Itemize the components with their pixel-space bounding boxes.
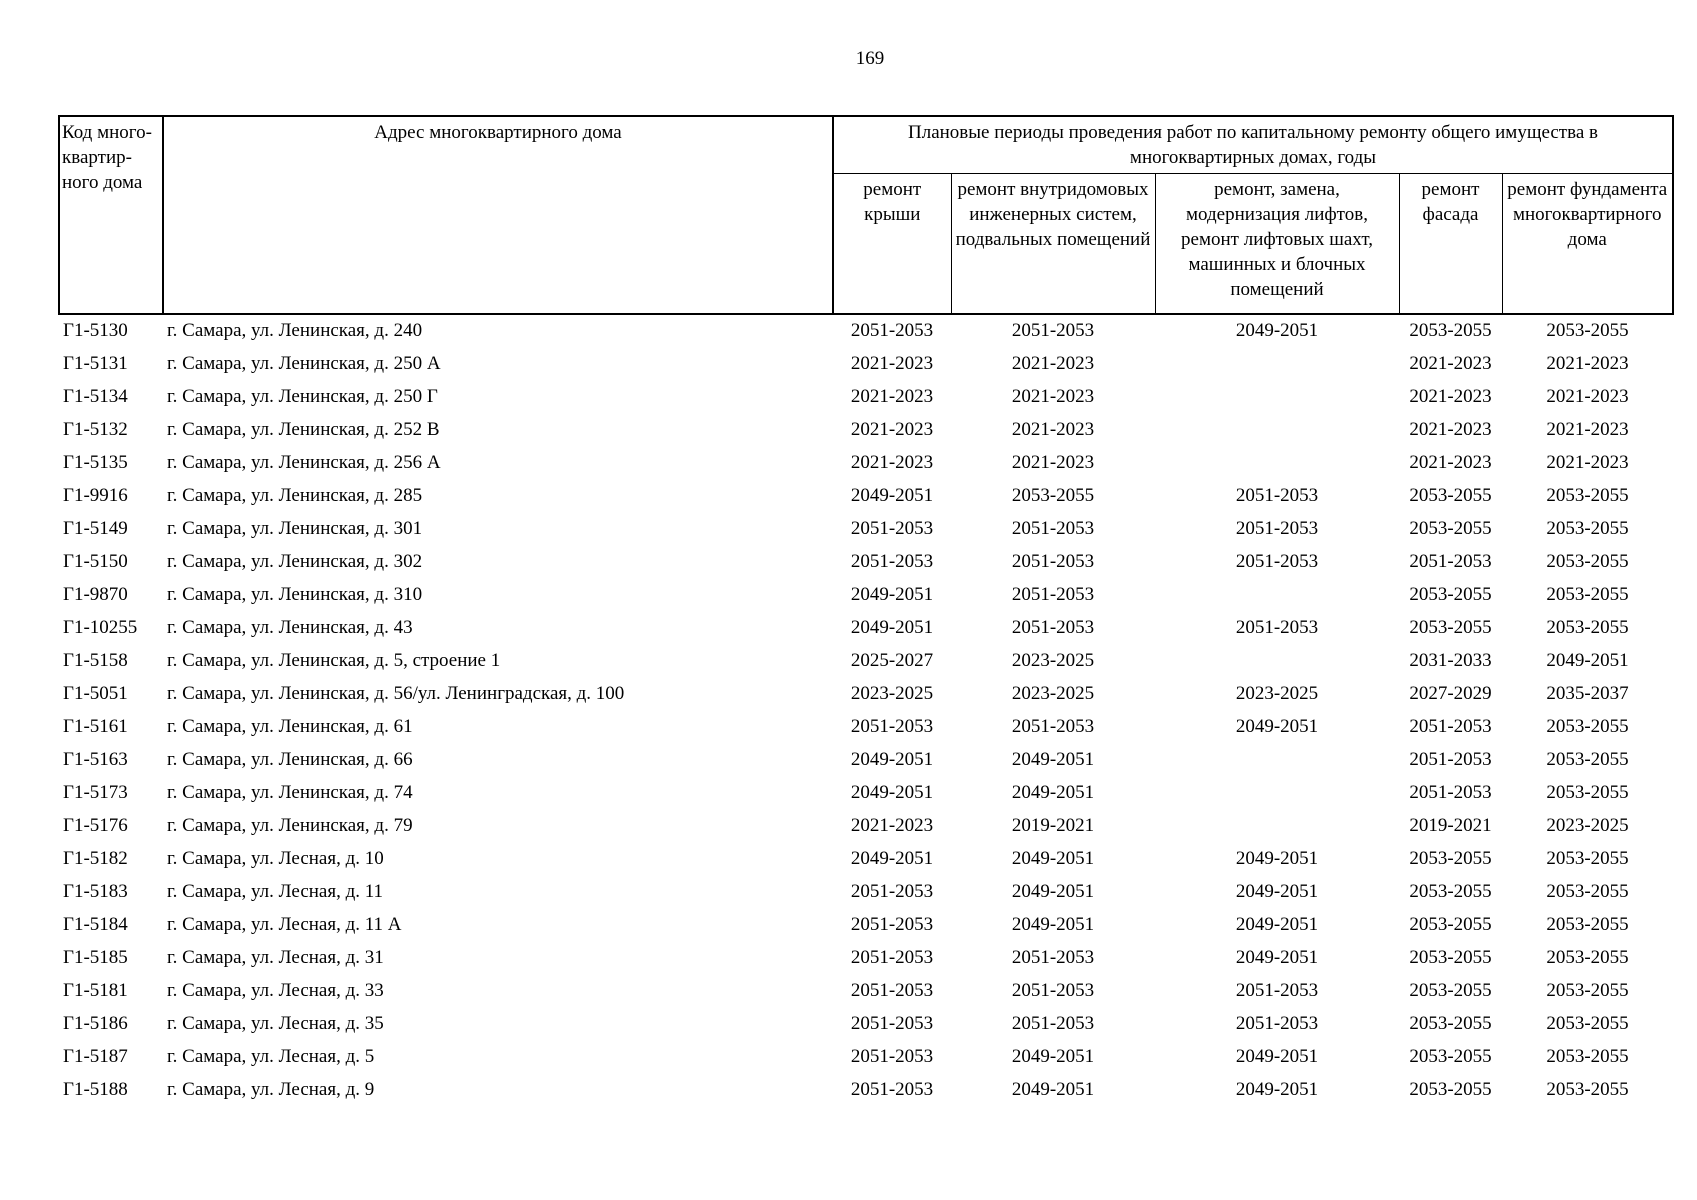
cell-foundation: 2053-2055 bbox=[1546, 947, 1629, 968]
cell-address: г. Самара, ул. Ленинская, д. 61 bbox=[167, 716, 413, 737]
cell-engineering: 2021-2023 bbox=[1011, 353, 1095, 374]
cell-facade: 2019-2021 bbox=[1409, 815, 1492, 836]
cell-facade: 2053-2055 bbox=[1409, 1013, 1492, 1034]
cell-elevators: 2049-2051 bbox=[1235, 947, 1319, 968]
cell-code: Г1-5051 bbox=[63, 683, 128, 704]
cell-foundation: 2053-2055 bbox=[1546, 980, 1629, 1001]
cell-foundation: 2035-2037 bbox=[1546, 683, 1629, 704]
cell-facade: 2053-2055 bbox=[1409, 485, 1492, 506]
cell-elevators: 2049-2051 bbox=[1235, 914, 1319, 935]
cell-elevators: 2051-2053 bbox=[1235, 980, 1319, 1001]
header-foundation: ремонт фундамента многоквартирного дома bbox=[1502, 174, 1673, 314]
cell-foundation: 2021-2023 bbox=[1546, 353, 1629, 374]
cell-code: Г1-5188 bbox=[63, 1079, 128, 1100]
cell-elevators: 2051-2053 bbox=[1235, 485, 1319, 506]
cell-code: Г1-5183 bbox=[63, 881, 128, 902]
cell-code: Г1-5131 bbox=[63, 353, 128, 374]
cell-address: г. Самара, ул. Ленинская, д. 66 bbox=[167, 749, 413, 770]
cell-address: г. Самара, ул. Лесная, д. 35 bbox=[167, 1013, 384, 1034]
cell-foundation: 2021-2023 bbox=[1546, 452, 1629, 473]
cell-engineering: 2051-2053 bbox=[1011, 617, 1095, 638]
cell-roof: 2051-2053 bbox=[850, 1046, 934, 1067]
table-row bbox=[59, 414, 1673, 447]
cell-facade: 2053-2055 bbox=[1409, 617, 1492, 638]
cell-facade: 2021-2023 bbox=[1409, 452, 1492, 473]
cell-engineering: 2049-2051 bbox=[1011, 881, 1095, 902]
header-periods-group: Плановые периоды проведения работ по капитальному ремонту общего имущества в многоквартирных домах, годы bbox=[833, 116, 1673, 174]
cell-facade: 2053-2055 bbox=[1409, 914, 1492, 935]
cell-roof: 2051-2053 bbox=[850, 881, 934, 902]
table-row bbox=[59, 480, 1673, 513]
table-row bbox=[59, 711, 1673, 744]
cell-foundation: 2049-2051 bbox=[1546, 650, 1629, 671]
table-row bbox=[59, 876, 1673, 909]
cell-code: Г1-5181 bbox=[63, 980, 128, 1001]
page-number: 169 bbox=[855, 48, 885, 69]
cell-foundation: 2053-2055 bbox=[1546, 848, 1629, 869]
cell-elevators: 2049-2051 bbox=[1235, 716, 1319, 737]
cell-roof: 2021-2023 bbox=[850, 386, 934, 407]
cell-foundation: 2053-2055 bbox=[1546, 584, 1629, 605]
cell-code: Г1-5135 bbox=[63, 452, 128, 473]
cell-facade: 2021-2023 bbox=[1409, 353, 1492, 374]
cell-facade: 2053-2055 bbox=[1409, 518, 1492, 539]
repair-schedule-table bbox=[58, 115, 1674, 1107]
cell-address: г. Самара, ул. Лесная, д. 31 bbox=[167, 947, 384, 968]
cell-code: Г1-5149 bbox=[63, 518, 128, 539]
table-header bbox=[59, 116, 1673, 314]
cell-foundation: 2053-2055 bbox=[1546, 1079, 1629, 1100]
table-row bbox=[59, 777, 1673, 810]
cell-roof: 2049-2051 bbox=[850, 848, 934, 869]
cell-code: Г1-5173 bbox=[63, 782, 128, 803]
table-row bbox=[59, 381, 1673, 414]
table-row bbox=[59, 1074, 1673, 1107]
cell-facade: 2053-2055 bbox=[1409, 947, 1492, 968]
table-row bbox=[59, 678, 1673, 711]
cell-code: Г1-9870 bbox=[63, 584, 128, 605]
cell-roof: 2021-2023 bbox=[850, 353, 934, 374]
table-row bbox=[59, 942, 1673, 975]
cell-elevators bbox=[1155, 810, 1399, 843]
cell-address: г. Самара, ул. Ленинская, д. 310 bbox=[167, 584, 423, 605]
table-row bbox=[59, 975, 1673, 1008]
cell-roof: 2049-2051 bbox=[850, 749, 934, 770]
cell-roof: 2051-2053 bbox=[850, 947, 934, 968]
table-body bbox=[59, 314, 1673, 1107]
cell-elevators: 2049-2051 bbox=[1235, 881, 1319, 902]
cell-engineering: 2049-2051 bbox=[1011, 749, 1095, 770]
cell-engineering: 2023-2025 bbox=[1011, 683, 1095, 704]
cell-engineering: 2021-2023 bbox=[1011, 452, 1095, 473]
table-row bbox=[59, 546, 1673, 579]
header-engineering: ремонт внутридомовых инженерных систем, подвальных помещений bbox=[951, 174, 1155, 314]
cell-engineering: 2019-2021 bbox=[1011, 815, 1095, 836]
cell-address: г. Самара, ул. Лесная, д. 9 bbox=[167, 1079, 375, 1100]
cell-roof: 2025-2027 bbox=[850, 650, 934, 671]
table-row bbox=[59, 513, 1673, 546]
cell-facade: 2027-2029 bbox=[1409, 683, 1492, 704]
cell-foundation: 2053-2055 bbox=[1546, 551, 1629, 572]
cell-elevators bbox=[1155, 579, 1399, 612]
header-address: Адрес многоквартирного дома bbox=[163, 116, 833, 314]
cell-engineering: 2051-2053 bbox=[1011, 980, 1095, 1001]
cell-address: г. Самара, ул. Лесная, д. 11 А bbox=[167, 914, 402, 935]
cell-foundation: 2053-2055 bbox=[1546, 881, 1629, 902]
cell-facade: 2021-2023 bbox=[1409, 386, 1492, 407]
cell-elevators bbox=[1155, 777, 1399, 810]
cell-roof: 2051-2053 bbox=[850, 980, 934, 1001]
cell-address: г. Самара, ул. Лесная, д. 11 bbox=[167, 881, 384, 902]
cell-code: Г1-10255 bbox=[63, 617, 138, 638]
header-facade: ремонт фасада bbox=[1399, 174, 1502, 314]
cell-roof: 2049-2051 bbox=[850, 782, 934, 803]
cell-address: г. Самара, ул. Лесная, д. 10 bbox=[167, 848, 384, 869]
table-row bbox=[59, 579, 1673, 612]
cell-address: г. Самара, ул. Ленинская, д. 285 bbox=[167, 485, 423, 506]
cell-address: г. Самара, ул. Ленинская, д. 240 bbox=[167, 320, 423, 341]
cell-facade: 2053-2055 bbox=[1409, 584, 1492, 605]
cell-elevators bbox=[1155, 744, 1399, 777]
cell-engineering: 2021-2023 bbox=[1011, 419, 1095, 440]
cell-foundation: 2053-2055 bbox=[1546, 749, 1629, 770]
table-row bbox=[59, 348, 1673, 381]
cell-code: Г1-5184 bbox=[63, 914, 128, 935]
cell-elevators: 2049-2051 bbox=[1235, 848, 1319, 869]
cell-roof: 2049-2051 bbox=[850, 485, 934, 506]
cell-code: Г1-5187 bbox=[63, 1046, 128, 1067]
cell-foundation: 2021-2023 bbox=[1546, 386, 1629, 407]
cell-roof: 2021-2023 bbox=[850, 815, 934, 836]
cell-facade: 2053-2055 bbox=[1409, 980, 1492, 1001]
cell-facade: 2021-2023 bbox=[1409, 419, 1492, 440]
cell-foundation: 2053-2055 bbox=[1546, 716, 1629, 737]
cell-engineering: 2051-2053 bbox=[1011, 551, 1095, 572]
cell-foundation: 2023-2025 bbox=[1546, 815, 1629, 836]
cell-elevators: 2051-2053 bbox=[1235, 551, 1319, 572]
cell-address: г. Самара, ул. Ленинская, д. 79 bbox=[167, 815, 413, 836]
cell-code: Г1-5185 bbox=[63, 947, 128, 968]
cell-code: Г1-5182 bbox=[63, 848, 128, 869]
cell-roof: 2023-2025 bbox=[850, 683, 934, 704]
cell-roof: 2049-2051 bbox=[850, 617, 934, 638]
header-roof: ремонт крыши bbox=[833, 174, 951, 314]
cell-engineering: 2049-2051 bbox=[1011, 848, 1095, 869]
cell-address: г. Самара, ул. Ленинская, д. 301 bbox=[167, 518, 423, 539]
cell-roof: 2051-2053 bbox=[850, 1079, 934, 1100]
cell-facade: 2053-2055 bbox=[1409, 848, 1492, 869]
cell-facade: 2053-2055 bbox=[1409, 1046, 1492, 1067]
cell-foundation: 2021-2023 bbox=[1546, 419, 1629, 440]
header-code: Код много-квартир-ного дома bbox=[59, 116, 163, 314]
cell-engineering: 2051-2053 bbox=[1011, 320, 1095, 341]
cell-address: г. Самара, ул. Ленинская, д. 5, строение 1 bbox=[167, 650, 501, 671]
cell-elevators bbox=[1155, 645, 1399, 678]
cell-roof: 2051-2053 bbox=[850, 716, 934, 737]
cell-engineering: 2053-2055 bbox=[1011, 485, 1095, 506]
cell-engineering: 2051-2053 bbox=[1011, 518, 1095, 539]
cell-elevators: 2023-2025 bbox=[1235, 683, 1319, 704]
cell-roof: 2051-2053 bbox=[850, 1013, 934, 1034]
cell-engineering: 2051-2053 bbox=[1011, 1013, 1095, 1034]
cell-address: г. Самара, ул. Ленинская, д. 302 bbox=[167, 551, 423, 572]
cell-foundation: 2053-2055 bbox=[1546, 518, 1629, 539]
cell-engineering: 2049-2051 bbox=[1011, 914, 1095, 935]
cell-facade: 2051-2053 bbox=[1409, 716, 1492, 737]
cell-facade: 2051-2053 bbox=[1409, 551, 1492, 572]
cell-code: Г1-5150 bbox=[63, 551, 128, 572]
cell-facade: 2031-2033 bbox=[1409, 650, 1492, 671]
cell-address: г. Самара, ул. Ленинская, д. 250 А bbox=[167, 353, 441, 374]
cell-elevators: 2049-2051 bbox=[1235, 1046, 1319, 1067]
table-row bbox=[59, 1008, 1673, 1041]
table-row bbox=[59, 810, 1673, 843]
cell-facade: 2051-2053 bbox=[1409, 749, 1492, 770]
cell-code: Г1-5134 bbox=[63, 386, 128, 407]
cell-roof: 2051-2053 bbox=[850, 320, 934, 341]
cell-roof: 2021-2023 bbox=[850, 452, 934, 473]
cell-facade: 2053-2055 bbox=[1409, 1079, 1492, 1100]
cell-engineering: 2049-2051 bbox=[1011, 1046, 1095, 1067]
cell-roof: 2051-2053 bbox=[850, 518, 934, 539]
table-row bbox=[59, 1041, 1673, 1074]
cell-code: Г1-5161 bbox=[63, 716, 128, 737]
cell-foundation: 2053-2055 bbox=[1546, 1013, 1629, 1034]
cell-code: Г1-9916 bbox=[63, 485, 128, 506]
table-row bbox=[59, 447, 1673, 480]
cell-facade: 2051-2053 bbox=[1409, 782, 1492, 803]
cell-address: г. Самара, ул. Ленинская, д. 252 В bbox=[167, 419, 440, 440]
cell-engineering: 2023-2025 bbox=[1011, 650, 1095, 671]
cell-code: Г1-5130 bbox=[63, 320, 128, 341]
cell-engineering: 2051-2053 bbox=[1011, 716, 1095, 737]
table-row bbox=[59, 645, 1673, 678]
cell-engineering: 2051-2053 bbox=[1011, 947, 1095, 968]
cell-elevators bbox=[1155, 447, 1399, 480]
cell-code: Г1-5132 bbox=[63, 419, 128, 440]
cell-address: г. Самара, ул. Ленинская, д. 74 bbox=[167, 782, 413, 803]
cell-elevators: 2051-2053 bbox=[1235, 518, 1319, 539]
table-row bbox=[59, 744, 1673, 777]
header-elevators: ремонт, замена, модернизация лифтов, ремонт лифтовых шахт, машинных и блочных помещений bbox=[1155, 174, 1399, 314]
cell-code: Г1-5158 bbox=[63, 650, 128, 671]
cell-address: г. Самара, ул. Лесная, д. 33 bbox=[167, 980, 384, 1001]
cell-foundation: 2053-2055 bbox=[1546, 914, 1629, 935]
table-row bbox=[59, 909, 1673, 942]
cell-code: Г1-5186 bbox=[63, 1013, 128, 1034]
cell-elevators: 2049-2051 bbox=[1235, 320, 1319, 341]
table-row bbox=[59, 843, 1673, 876]
cell-facade: 2053-2055 bbox=[1409, 320, 1492, 341]
cell-foundation: 2053-2055 bbox=[1546, 320, 1629, 341]
cell-roof: 2021-2023 bbox=[850, 419, 934, 440]
cell-code: Г1-5176 bbox=[63, 815, 128, 836]
cell-foundation: 2053-2055 bbox=[1546, 782, 1629, 803]
table-row bbox=[59, 612, 1673, 645]
cell-roof: 2051-2053 bbox=[850, 914, 934, 935]
cell-facade: 2053-2055 bbox=[1409, 881, 1492, 902]
cell-elevators bbox=[1155, 381, 1399, 414]
cell-elevators bbox=[1155, 348, 1399, 381]
cell-engineering: 2021-2023 bbox=[1011, 386, 1095, 407]
cell-address: г. Самара, ул. Лесная, д. 5 bbox=[167, 1046, 375, 1067]
cell-elevators: 2049-2051 bbox=[1235, 1079, 1319, 1100]
cell-elevators: 2051-2053 bbox=[1235, 1013, 1319, 1034]
cell-engineering: 2049-2051 bbox=[1011, 1079, 1095, 1100]
table-row bbox=[59, 314, 1673, 348]
cell-foundation: 2053-2055 bbox=[1546, 485, 1629, 506]
cell-address: г. Самара, ул. Ленинская, д. 250 Г bbox=[167, 386, 438, 407]
cell-engineering: 2051-2053 bbox=[1011, 584, 1095, 605]
cell-roof: 2049-2051 bbox=[850, 584, 934, 605]
cell-foundation: 2053-2055 bbox=[1546, 1046, 1629, 1067]
cell-address: г. Самара, ул. Ленинская, д. 56/ул. Ленинградская, д. 100 bbox=[167, 683, 625, 704]
cell-roof: 2051-2053 bbox=[850, 551, 934, 572]
cell-engineering: 2049-2051 bbox=[1011, 782, 1095, 803]
cell-foundation: 2053-2055 bbox=[1546, 617, 1629, 638]
cell-address: г. Самара, ул. Ленинская, д. 43 bbox=[167, 617, 413, 638]
cell-elevators bbox=[1155, 414, 1399, 447]
cell-elevators: 2051-2053 bbox=[1235, 617, 1319, 638]
cell-address: г. Самара, ул. Ленинская, д. 256 А bbox=[167, 452, 441, 473]
cell-code: Г1-5163 bbox=[63, 749, 128, 770]
